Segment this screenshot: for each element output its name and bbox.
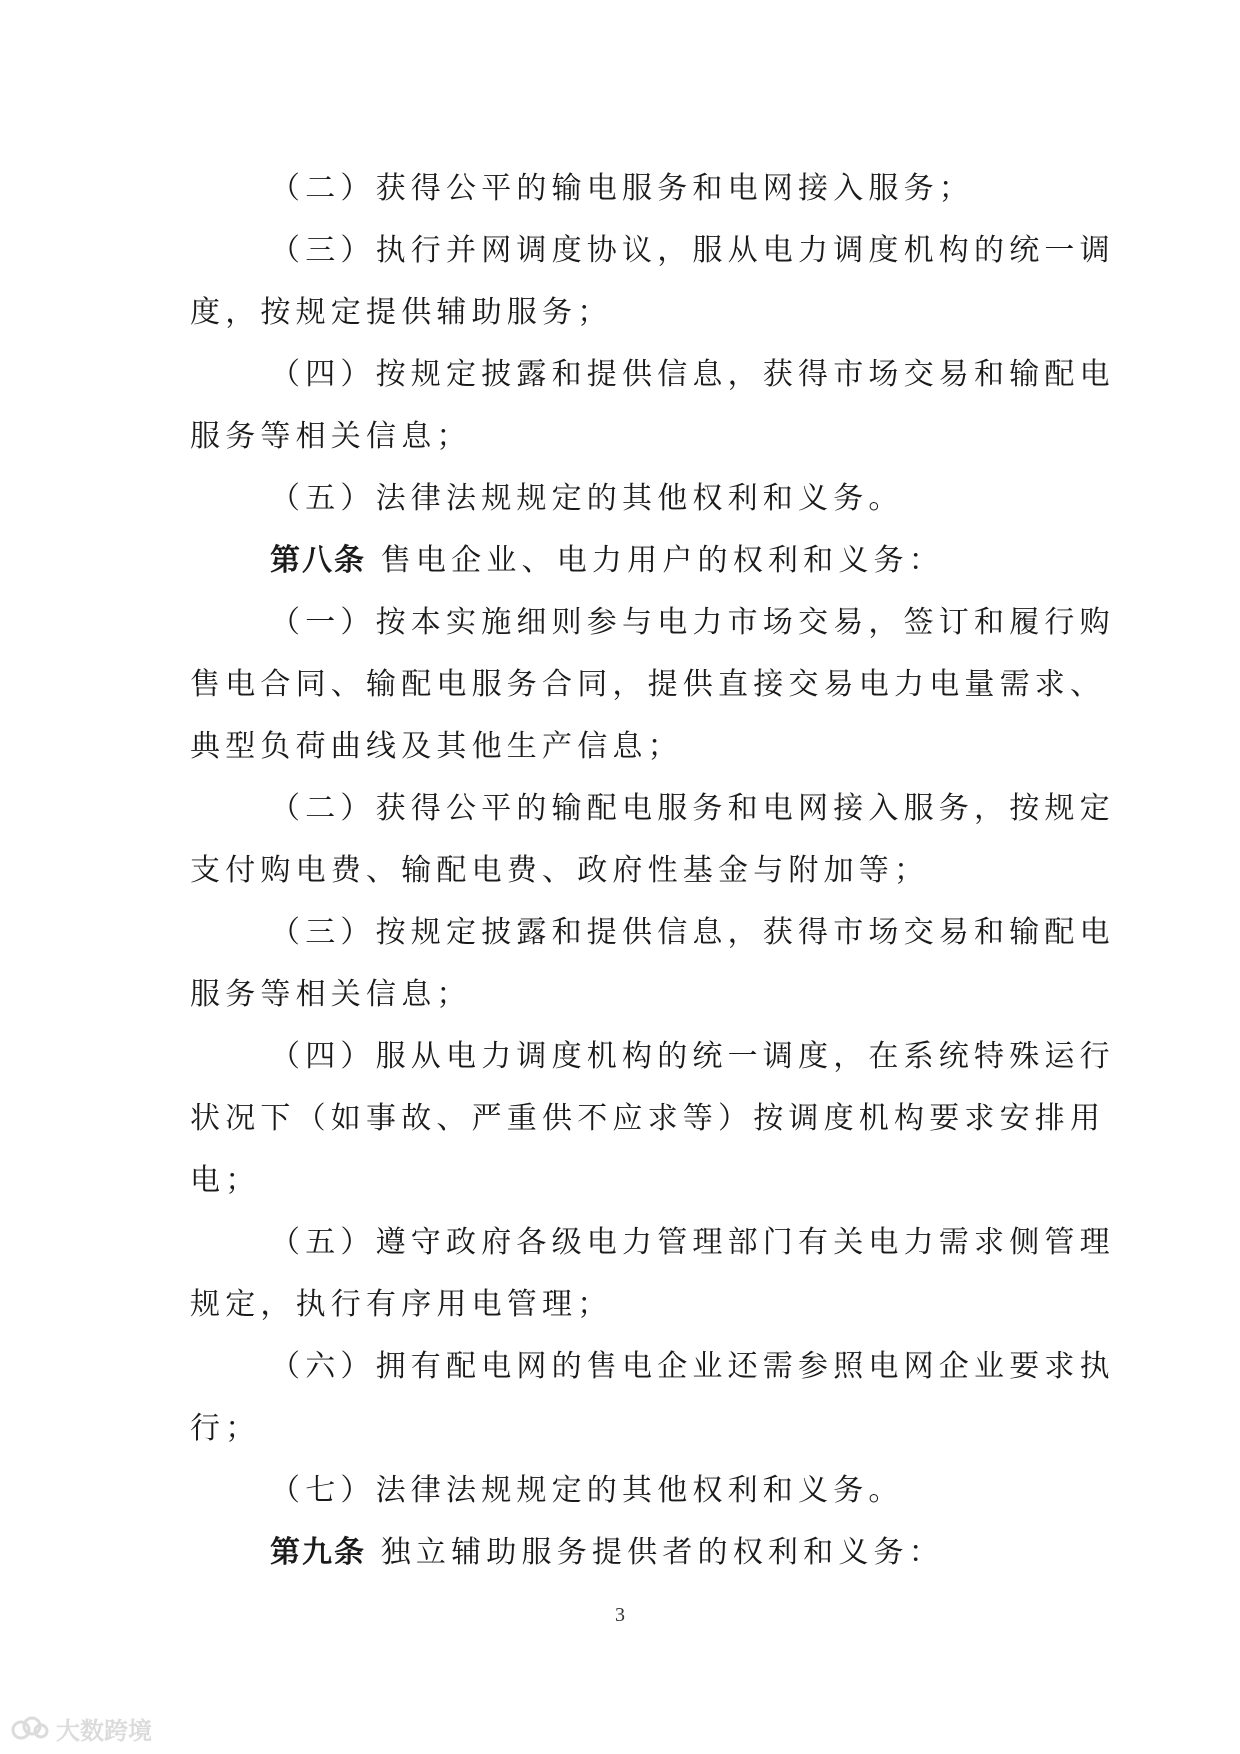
a8-clause-3-cont: 服务等相关信息；	[190, 977, 472, 1012]
clause-4: （四）按规定披露和提供信息，获得市场交易和输配电	[270, 357, 1115, 392]
a8-clause-2-cont: 支付购电费、输配电费、政府性基金与附加等；	[190, 853, 930, 888]
a8-clause-6-cont: 行；	[190, 1411, 261, 1446]
a8-clause-7: （七）法律法规规定的其他权利和义务。	[270, 1473, 904, 1508]
a8-clause-4-cont2: 电；	[190, 1163, 261, 1198]
clause-4-cont: 服务等相关信息；	[190, 419, 472, 454]
a8-clause-1-cont2: 典型负荷曲线及其他生产信息；	[190, 729, 683, 764]
clause-3-cont: 度，按规定提供辅助服务；	[190, 295, 613, 330]
article-9-text: 独立辅助服务提供者的权利和义务：	[366, 1535, 944, 1570]
a8-clause-4: （四）服从电力调度机构的统一调度，在系统特殊运行	[270, 1039, 1115, 1074]
watermark	[10, 1711, 152, 1745]
watermark-text: 大数跨境	[56, 1716, 152, 1745]
article-8-heading: 第八条	[270, 543, 366, 578]
cloud-logo-icon	[10, 1715, 50, 1741]
a8-clause-3: （三）按规定披露和提供信息，获得市场交易和输配电	[270, 915, 1115, 950]
clause-5: （五）法律法规规定的其他权利和义务。	[270, 481, 904, 516]
a8-clause-1-cont: 售电合同、输配电服务合同，提供直接交易电力电量需求、	[190, 667, 1106, 702]
a8-clause-4-cont: 状况下（如事故、严重供不应求等）按调度机构要求安排用	[190, 1101, 1106, 1136]
a8-clause-6: （六）拥有配电网的售电企业还需参照电网企业要求执	[270, 1349, 1115, 1384]
a8-clause-5-cont: 规定，执行有序用电管理；	[190, 1287, 613, 1322]
article-9	[190, 1522, 1050, 1584]
article-9-heading: 第九条	[270, 1535, 366, 1570]
page-number: 3	[615, 1604, 625, 1626]
article-8-text: 售电企业、电力用户的权利和义务：	[366, 543, 944, 578]
clause-2: （二）获得公平的输电服务和电网接入服务；	[270, 171, 974, 206]
document-body	[190, 158, 1115, 1584]
article-8	[190, 530, 1050, 592]
a8-clause-5: （五）遵守政府各级电力管理部门有关电力需求侧管理	[270, 1225, 1115, 1260]
a8-clause-2: （二）获得公平的输配电服务和电网接入服务，按规定	[270, 791, 1115, 826]
clause-3: （三）执行并网调度协议，服从电力调度机构的统一调	[270, 233, 1115, 268]
a8-clause-1: （一）按本实施细则参与电力市场交易，签订和履行购	[270, 605, 1115, 640]
